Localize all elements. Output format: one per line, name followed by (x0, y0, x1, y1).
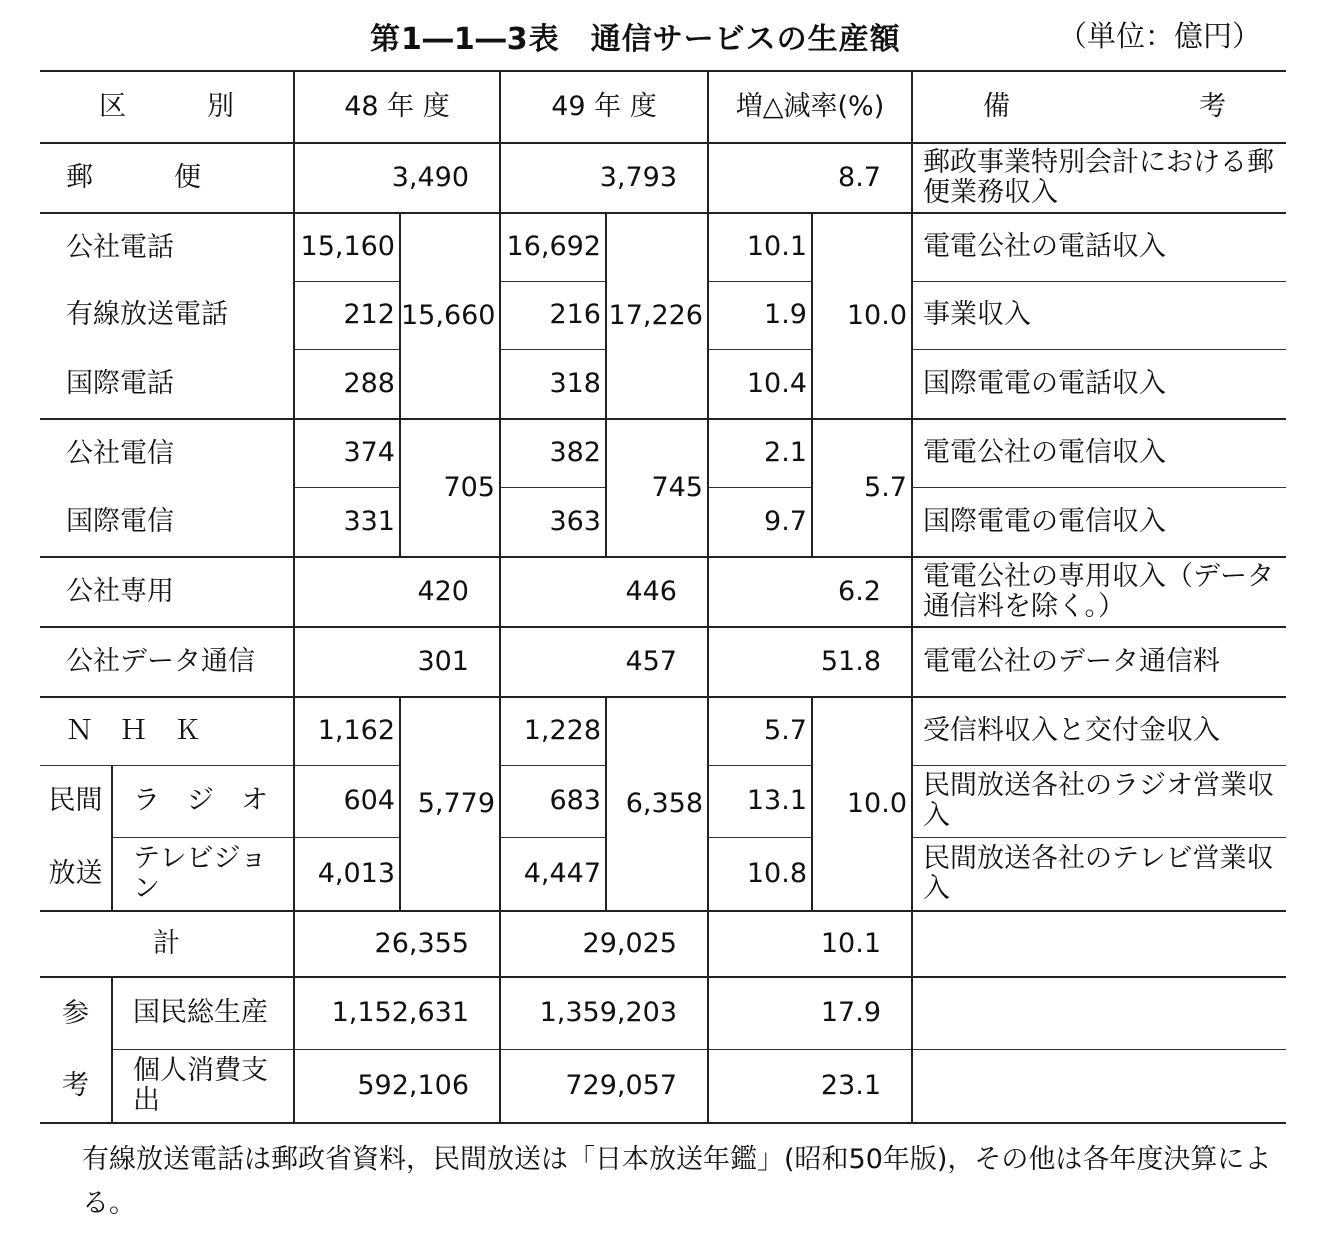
cell-fy48: 212 (294, 281, 400, 349)
cell-fy48: 592,106 (294, 1049, 500, 1123)
cell-rate: 17.9 (708, 977, 912, 1049)
row-label: 有線放送電話 (40, 281, 294, 349)
cell-fy49: 216 (500, 281, 606, 349)
cell-fy48: 4,013 (294, 837, 400, 911)
cell-fy48: 1,152,631 (294, 977, 500, 1049)
cell-fy48: 26,355 (294, 911, 500, 977)
cell-rate: 8.7 (708, 143, 912, 213)
cell-fy49: 457 (500, 627, 708, 697)
cell-fy49-subtotal: 6,358 (606, 697, 708, 911)
cell-fy48-subtotal: 705 (400, 419, 500, 557)
row-label: 国際電話 (40, 349, 294, 419)
cell-note: 電電公社の電話収入 (923, 231, 1166, 263)
cell-fy49-subtotal: 745 (606, 419, 708, 557)
cell-rate: 13.1 (708, 765, 812, 837)
cell-fy48: 604 (294, 765, 400, 837)
cell-fy48: 331 (294, 487, 400, 557)
cell-fy49: 382 (500, 419, 606, 487)
cell-rate: 10.1 (708, 213, 812, 281)
service-output-table (40, 70, 1286, 1124)
cell-note: 受信料収入と交付金収入 (923, 715, 1220, 747)
header-category: 区 別 (40, 71, 294, 143)
cell-rate: 10.1 (708, 911, 912, 977)
cell-note: 事業収入 (912, 281, 1286, 349)
cell-note-empty (912, 977, 1286, 1049)
row-label: テレビジョン (112, 837, 294, 911)
cell-rate: 10.8 (708, 837, 812, 911)
cell-fy48: 288 (294, 349, 400, 419)
cell-note: 国際電電の電信収入 (912, 487, 1286, 557)
cell-fy48: 301 (294, 627, 500, 697)
cell-rate-subtotal: 10.0 (812, 213, 912, 419)
cell-fy49: 16,692 (500, 213, 606, 281)
cell-note: 電電公社の電信収入 (923, 437, 1166, 469)
unit-label: （単位：億円） (1058, 19, 1262, 53)
row-group-label: 参 (40, 977, 112, 1049)
cell-note-empty (912, 911, 1286, 977)
cell-rate: 9.7 (708, 487, 812, 557)
row-label: 個人消費支出 (112, 1049, 294, 1123)
row-label: 計 (40, 911, 294, 977)
row-group-label: 考 (40, 1049, 112, 1123)
cell-rate: 51.8 (708, 627, 912, 697)
header-fy49: 49 年 度 (500, 71, 708, 143)
header-remarks-b: 考 (1199, 91, 1226, 122)
table-row (40, 143, 1286, 213)
total-row (40, 911, 1286, 977)
cell-rate: 23.1 (708, 1049, 912, 1123)
cell-fy49: 4,447 (500, 837, 606, 911)
cell-fy48: 15,160 (294, 213, 400, 281)
row-label: 公社専用 (40, 557, 294, 627)
cell-note-empty (912, 1049, 1286, 1123)
cell-fy49: 29,025 (500, 911, 708, 977)
cell-rate-subtotal: 5.7 (812, 419, 912, 557)
cell-fy49: 1,359,203 (500, 977, 708, 1049)
row-label: 郵 便 (40, 143, 294, 213)
cell-fy48: 3,490 (294, 143, 500, 213)
footnote: 有線放送電話は郵政省資料，民間放送は「日本放送年鑑」(昭和50年版)，その他は各年度決算による。 (82, 1144, 1272, 1219)
cell-fy49: 363 (500, 487, 606, 557)
table-title: 第1―1―3表 通信サービスの生産額 (370, 22, 901, 57)
header-remarks (912, 71, 1286, 143)
cell-note: 電電公社の専用収入（データ通信料を除く。） (912, 557, 1286, 627)
row-label: ラ ジ オ (112, 765, 294, 837)
cell-fy49: 1,228 (500, 697, 606, 765)
header-fy48: 48 年 度 (294, 71, 500, 143)
row-group-label: 放送 (40, 837, 112, 911)
table-row (40, 419, 1286, 487)
cell-fy49-subtotal: 17,226 (606, 213, 708, 419)
cell-fy49: 318 (500, 349, 606, 419)
cell-rate-subtotal: 10.0 (812, 697, 912, 911)
row-group-label: 民間 (40, 765, 112, 837)
cell-fy48: 1,162 (294, 697, 400, 765)
cell-fy48-subtotal: 5,779 (400, 697, 500, 911)
cell-note: 郵政事業特別会計における郵便業務収入 (912, 143, 1286, 213)
cell-fy49: 729,057 (500, 1049, 708, 1123)
cell-note: 民間放送各社のラジオ営業収入 (912, 765, 1286, 837)
cell-rate: 5.7 (708, 697, 812, 765)
row-label: 国際電信 (40, 487, 294, 557)
header-row (40, 71, 1286, 143)
table-row (40, 627, 1286, 697)
table-row (40, 557, 1286, 627)
row-label: 公社電話 (40, 213, 294, 281)
cell-fy48: 420 (294, 557, 500, 627)
cell-rate: 6.2 (708, 557, 912, 627)
cell-note: 国際電電の電話収入 (912, 349, 1286, 419)
cell-fy48-subtotal: 15,660 (400, 213, 500, 419)
header-rate: 増△減率(%) (708, 71, 912, 143)
table-row (40, 213, 1286, 281)
table-row (40, 977, 1286, 1049)
row-label: 国民総生産 (112, 977, 294, 1049)
cell-fy49: 446 (500, 557, 708, 627)
cell-rate: 10.4 (708, 349, 812, 419)
cell-fy48: 374 (294, 419, 400, 487)
cell-rate: 2.1 (708, 419, 812, 487)
row-label: 公社データ通信 (40, 627, 294, 697)
header-remarks-a: 備 (983, 91, 1010, 122)
cell-note: 民間放送各社のテレビ営業収入 (912, 837, 1286, 911)
cell-fy49: 683 (500, 765, 606, 837)
cell-rate: 1.9 (708, 281, 812, 349)
row-label: Ｎ Ｈ Ｋ (40, 697, 294, 765)
cell-fy49: 3,793 (500, 143, 708, 213)
table-row (40, 697, 1286, 765)
table-row (40, 1049, 1286, 1123)
cell-note: 電電公社のデータ通信料 (912, 627, 1286, 697)
row-label: 公社電信 (40, 419, 294, 487)
